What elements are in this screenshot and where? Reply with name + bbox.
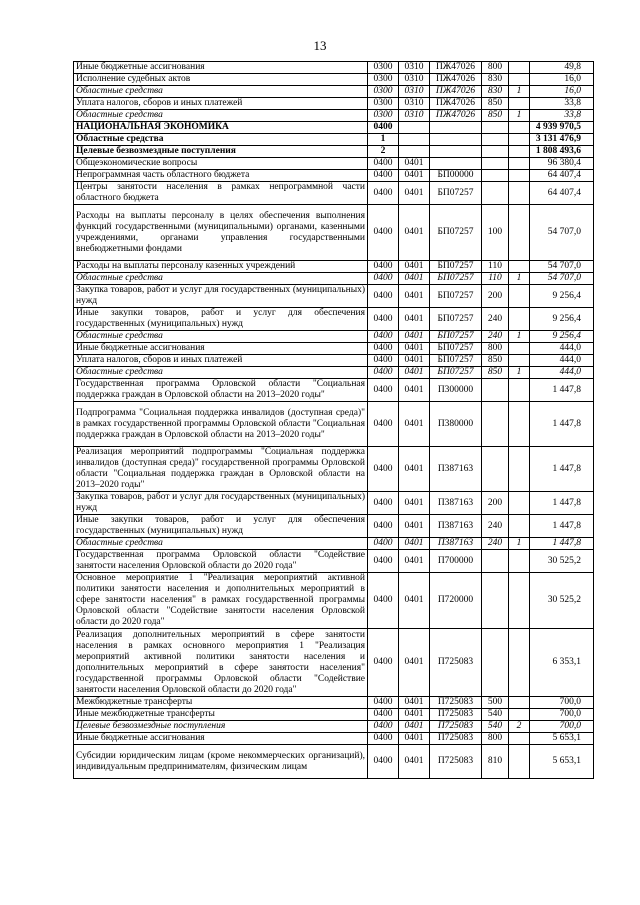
- section-code-cell: 0400: [368, 550, 399, 573]
- section-code-cell: 0400: [368, 538, 399, 550]
- row-name-cell: Иные бюджетные ассигнования: [74, 343, 368, 355]
- funding-source-cell: [509, 146, 530, 158]
- subsection-code-cell: 0401: [399, 379, 430, 402]
- table-row: [74, 146, 594, 158]
- section-code-cell: 0400: [368, 402, 399, 447]
- amount-cell: 5 653,1: [530, 733, 594, 745]
- row-name-cell: Исполнение судебных актов: [74, 74, 368, 86]
- amount-cell: 33,8: [530, 98, 594, 110]
- subsection-code-cell: 0401: [399, 285, 430, 308]
- subsection-code-cell: [399, 146, 430, 158]
- row-name-cell: Основное мероприятие 1 "Реализация мероприятий активной политики занятости населения и дополнительных мероприятий в сфере занятости населения" в рамках государственной программы Орловской области "Содействие занятости населения Орловской области до 2020 года": [74, 573, 368, 629]
- section-code-cell: 0400: [368, 573, 399, 629]
- table-row: [74, 205, 594, 261]
- target-article-cell: ПЖ47026: [430, 86, 482, 98]
- subsection-code-cell: 0401: [399, 308, 430, 331]
- subsection-code-cell: 0310: [399, 110, 430, 122]
- section-code-cell: 0400: [368, 355, 399, 367]
- funding-source-cell: [509, 74, 530, 86]
- funding-source-cell: [509, 515, 530, 538]
- funding-source-cell: [509, 573, 530, 629]
- section-code-cell: 0300: [368, 98, 399, 110]
- target-article-cell: П720000: [430, 573, 482, 629]
- target-article-cell: БП07257: [430, 205, 482, 261]
- table-row: [74, 110, 594, 122]
- expense-type-cell: [482, 402, 509, 447]
- subsection-code-cell: 0401: [399, 733, 430, 745]
- funding-source-cell: [509, 308, 530, 331]
- subsection-code-cell: 0401: [399, 550, 430, 573]
- table-row: [74, 62, 594, 74]
- row-name-cell: Уплата налогов, сборов и иных платежей: [74, 355, 368, 367]
- target-article-cell: БП07257: [430, 273, 482, 285]
- amount-cell: 444,0: [530, 343, 594, 355]
- target-article-cell: БП07257: [430, 285, 482, 308]
- amount-cell: 64 407,4: [530, 182, 594, 205]
- funding-source-cell: [509, 447, 530, 492]
- funding-source-cell: 1: [509, 538, 530, 550]
- expense-type-cell: 540: [482, 709, 509, 721]
- expense-type-cell: [482, 379, 509, 402]
- target-article-cell: П725083: [430, 629, 482, 697]
- subsection-code-cell: 0401: [399, 515, 430, 538]
- row-name-cell: Уплата налогов, сборов и иных платежей: [74, 98, 368, 110]
- row-name-cell: Целевые безвозмездные поступления: [74, 146, 368, 158]
- subsection-code-cell: 0401: [399, 709, 430, 721]
- table-row: [74, 158, 594, 170]
- target-article-cell: БП07257: [430, 367, 482, 379]
- subsection-code-cell: 0401: [399, 447, 430, 492]
- expense-type-cell: [482, 158, 509, 170]
- funding-source-cell: [509, 629, 530, 697]
- funding-source-cell: [509, 158, 530, 170]
- section-code-cell: 0400: [368, 261, 399, 273]
- table-row: [74, 86, 594, 98]
- table-row: [74, 629, 594, 697]
- target-article-cell: П725083: [430, 697, 482, 709]
- expense-type-cell: 850: [482, 110, 509, 122]
- row-name-cell: Областные средства: [74, 134, 368, 146]
- row-name-cell: Расходы на выплаты персоналу в целях обеспечения выполнения функций государственными (муниципальными) органами, казенными учреждениями, органами управления государственными внебюджетными фондами: [74, 205, 368, 261]
- table-row: [74, 733, 594, 745]
- funding-source-cell: [509, 134, 530, 146]
- row-name-cell: Закупка товаров, работ и услуг для государственных (муниципальных) нужд: [74, 285, 368, 308]
- section-code-cell: 0400: [368, 745, 399, 779]
- row-name-cell: Реализация дополнительных мероприятий в сфере занятости населения в рамках основного мероприятия 1 "Реализация мероприятий активной политики занятости населения и дополнительных мероприятий в сфере занятости населения" государственной программы Орловской области "Содействие занятости населения Орловской области до 2020 года": [74, 629, 368, 697]
- target-article-cell: П725083: [430, 733, 482, 745]
- section-code-cell: 0400: [368, 122, 399, 134]
- target-article-cell: П300000: [430, 379, 482, 402]
- expense-type-cell: 830: [482, 86, 509, 98]
- subsection-code-cell: 0401: [399, 629, 430, 697]
- section-code-cell: 0400: [368, 733, 399, 745]
- amount-cell: 9 256,4: [530, 331, 594, 343]
- subsection-code-cell: 0401: [399, 182, 430, 205]
- table-row: [74, 261, 594, 273]
- amount-cell: 9 256,4: [530, 285, 594, 308]
- section-code-cell: 0400: [368, 721, 399, 733]
- subsection-code-cell: 0310: [399, 74, 430, 86]
- amount-cell: 1 447,8: [530, 402, 594, 447]
- funding-source-cell: [509, 343, 530, 355]
- row-name-cell: Областные средства: [74, 331, 368, 343]
- amount-cell: 33,8: [530, 110, 594, 122]
- subsection-code-cell: 0310: [399, 62, 430, 74]
- funding-source-cell: [509, 285, 530, 308]
- expense-type-cell: 540: [482, 721, 509, 733]
- section-code-cell: 0400: [368, 447, 399, 492]
- table-row: [74, 709, 594, 721]
- subsection-code-cell: 0401: [399, 492, 430, 515]
- target-article-cell: П725083: [430, 745, 482, 779]
- target-article-cell: П387163: [430, 515, 482, 538]
- amount-cell: 49,8: [530, 62, 594, 74]
- row-name-cell: Подпрограмма "Социальная поддержка инвалидов (доступная среда)" в рамках государственной программы Орловской области "Социальная поддержка граждан в Орловской области на 2013–2020 годы": [74, 402, 368, 447]
- table-row: [74, 170, 594, 182]
- table-row: [74, 343, 594, 355]
- row-name-cell: Иные бюджетные ассигнования: [74, 733, 368, 745]
- target-article-cell: БП00000: [430, 170, 482, 182]
- expense-type-cell: [482, 182, 509, 205]
- expense-type-cell: 850: [482, 355, 509, 367]
- section-code-cell: 0400: [368, 367, 399, 379]
- funding-source-cell: 1: [509, 86, 530, 98]
- subsection-code-cell: 0401: [399, 697, 430, 709]
- target-article-cell: ПЖ47026: [430, 98, 482, 110]
- funding-source-cell: [509, 492, 530, 515]
- section-code-cell: 0400: [368, 343, 399, 355]
- expense-type-cell: 240: [482, 515, 509, 538]
- row-name-cell: Областные средства: [74, 110, 368, 122]
- funding-source-cell: [509, 182, 530, 205]
- table-row: [74, 515, 594, 538]
- expense-type-cell: 500: [482, 697, 509, 709]
- section-code-cell: 0300: [368, 110, 399, 122]
- section-code-cell: 0400: [368, 205, 399, 261]
- table-row: [74, 74, 594, 86]
- target-article-cell: П380000: [430, 402, 482, 447]
- expense-type-cell: 100: [482, 205, 509, 261]
- subsection-code-cell: 0401: [399, 158, 430, 170]
- row-name-cell: Реализация мероприятий подпрограммы "Социальная поддержка инвалидов (доступная среда)" государственной программы Орловской области "Социальная поддержка граждан в Орловской области на 2013–2020 годы": [74, 447, 368, 492]
- target-article-cell: П700000: [430, 550, 482, 573]
- funding-source-cell: 1: [509, 331, 530, 343]
- expense-type-cell: 800: [482, 733, 509, 745]
- subsection-code-cell: 0401: [399, 355, 430, 367]
- amount-cell: 64 407,4: [530, 170, 594, 182]
- target-article-cell: [430, 134, 482, 146]
- subsection-code-cell: 0401: [399, 745, 430, 779]
- table-row: [74, 98, 594, 110]
- amount-cell: 54 707,0: [530, 205, 594, 261]
- expense-type-cell: [482, 629, 509, 697]
- amount-cell: 3 131 476,9: [530, 134, 594, 146]
- row-name-cell: Областные средства: [74, 86, 368, 98]
- funding-source-cell: 2: [509, 721, 530, 733]
- amount-cell: 54 707,0: [530, 261, 594, 273]
- target-article-cell: ПЖ47026: [430, 110, 482, 122]
- target-article-cell: БП07257: [430, 308, 482, 331]
- row-name-cell: НАЦИОНАЛЬНАЯ ЭКОНОМИКА: [74, 122, 368, 134]
- row-name-cell: Областные средства: [74, 367, 368, 379]
- amount-cell: 6 353,1: [530, 629, 594, 697]
- expense-type-cell: 810: [482, 745, 509, 779]
- row-name-cell: Иные межбюджетные трансферты: [74, 709, 368, 721]
- section-code-cell: 0400: [368, 331, 399, 343]
- subsection-code-cell: 0401: [399, 402, 430, 447]
- expense-type-cell: [482, 550, 509, 573]
- row-name-cell: Государственная программа Орловской области "Социальная поддержка граждан в Орловской области на 2013–2020 годы": [74, 379, 368, 402]
- amount-cell: 1 447,8: [530, 538, 594, 550]
- section-code-cell: 0400: [368, 697, 399, 709]
- table-row: [74, 285, 594, 308]
- expense-type-cell: 800: [482, 62, 509, 74]
- section-code-cell: 0400: [368, 170, 399, 182]
- expense-type-cell: [482, 134, 509, 146]
- amount-cell: 30 525,2: [530, 573, 594, 629]
- table-row: [74, 182, 594, 205]
- table-row: [74, 273, 594, 285]
- amount-cell: 700,0: [530, 697, 594, 709]
- funding-source-cell: [509, 733, 530, 745]
- funding-source-cell: [509, 697, 530, 709]
- funding-source-cell: 1: [509, 367, 530, 379]
- section-code-cell: 0400: [368, 273, 399, 285]
- amount-cell: 5 653,1: [530, 745, 594, 779]
- funding-source-cell: 1: [509, 110, 530, 122]
- expense-type-cell: 200: [482, 492, 509, 515]
- table-row: [74, 367, 594, 379]
- target-article-cell: [430, 122, 482, 134]
- table-row: [74, 745, 594, 779]
- section-code-cell: 0400: [368, 379, 399, 402]
- amount-cell: 1 808 493,6: [530, 146, 594, 158]
- target-article-cell: БП07257: [430, 261, 482, 273]
- row-name-cell: Областные средства: [74, 273, 368, 285]
- expense-type-cell: 110: [482, 273, 509, 285]
- row-name-cell: Иные бюджетные ассигнования: [74, 62, 368, 74]
- expense-type-cell: 240: [482, 308, 509, 331]
- row-name-cell: Областные средства: [74, 538, 368, 550]
- expense-type-cell: [482, 447, 509, 492]
- page-number: 13: [313, 38, 327, 53]
- target-article-cell: П725083: [430, 721, 482, 733]
- target-article-cell: БП07257: [430, 355, 482, 367]
- expense-type-cell: [482, 573, 509, 629]
- subsection-code-cell: 0310: [399, 98, 430, 110]
- table-row: [74, 331, 594, 343]
- amount-cell: 1 447,8: [530, 379, 594, 402]
- row-name-cell: Государственная программа Орловской области "Содействие занятости населения Орловской области до 2020 года": [74, 550, 368, 573]
- target-article-cell: П725083: [430, 709, 482, 721]
- amount-cell: 1 447,8: [530, 447, 594, 492]
- funding-source-cell: [509, 709, 530, 721]
- row-name-cell: Межбюджетные трансферты: [74, 697, 368, 709]
- table-row: [74, 550, 594, 573]
- target-article-cell: ПЖ47026: [430, 74, 482, 86]
- target-article-cell: П387163: [430, 492, 482, 515]
- subsection-code-cell: 0401: [399, 205, 430, 261]
- subsection-code-cell: 0310: [399, 86, 430, 98]
- target-article-cell: БП07257: [430, 343, 482, 355]
- table-row: [74, 573, 594, 629]
- table-row: [74, 134, 594, 146]
- funding-source-cell: [509, 122, 530, 134]
- amount-cell: 96 380,4: [530, 158, 594, 170]
- section-code-cell: 0400: [368, 709, 399, 721]
- amount-cell: 54 707,0: [530, 273, 594, 285]
- amount-cell: 1 447,8: [530, 492, 594, 515]
- section-code-cell: 0400: [368, 629, 399, 697]
- subsection-code-cell: 0401: [399, 538, 430, 550]
- funding-source-cell: [509, 550, 530, 573]
- row-name-cell: Иные закупки товаров, работ и услуг для обеспечения государственных (муниципальных) нужд: [74, 515, 368, 538]
- table-row: [74, 538, 594, 550]
- table-row: [74, 697, 594, 709]
- section-code-cell: 0400: [368, 308, 399, 331]
- funding-source-cell: [509, 261, 530, 273]
- row-name-cell: Иные закупки товаров, работ и услуг для обеспечения государственных (муниципальных) нужд: [74, 308, 368, 331]
- expense-type-cell: [482, 170, 509, 182]
- expense-type-cell: 830: [482, 74, 509, 86]
- expense-type-cell: [482, 146, 509, 158]
- row-name-cell: Субсидии юридическим лицам (кроме некоммерческих организаций), индивидуальным предпринимателям, физическим лицам: [74, 745, 368, 779]
- budget-table: [73, 61, 594, 779]
- target-article-cell: БП07257: [430, 182, 482, 205]
- expense-type-cell: 110: [482, 261, 509, 273]
- amount-cell: 16,0: [530, 86, 594, 98]
- amount-cell: 30 525,2: [530, 550, 594, 573]
- amount-cell: 444,0: [530, 367, 594, 379]
- section-code-cell: 1: [368, 134, 399, 146]
- section-code-cell: 0400: [368, 158, 399, 170]
- row-name-cell: Центры занятости населения в рамках непрограммной части областного бюджета: [74, 182, 368, 205]
- table-row: [74, 447, 594, 492]
- row-name-cell: Общеэкономические вопросы: [74, 158, 368, 170]
- target-article-cell: ПЖ47026: [430, 62, 482, 74]
- target-article-cell: [430, 146, 482, 158]
- expense-type-cell: 800: [482, 343, 509, 355]
- amount-cell: 444,0: [530, 355, 594, 367]
- section-code-cell: 0400: [368, 182, 399, 205]
- funding-source-cell: [509, 745, 530, 779]
- table-row: [74, 402, 594, 447]
- expense-type-cell: 240: [482, 331, 509, 343]
- subsection-code-cell: 0401: [399, 573, 430, 629]
- section-code-cell: 0400: [368, 515, 399, 538]
- row-name-cell: Непрограммная часть областного бюджета: [74, 170, 368, 182]
- subsection-code-cell: 0401: [399, 343, 430, 355]
- target-article-cell: П387163: [430, 538, 482, 550]
- funding-source-cell: [509, 62, 530, 74]
- subsection-code-cell: [399, 134, 430, 146]
- table-row: [74, 355, 594, 367]
- expense-type-cell: [482, 122, 509, 134]
- funding-source-cell: [509, 355, 530, 367]
- subsection-code-cell: 0401: [399, 273, 430, 285]
- budget-table-body: [74, 62, 594, 779]
- row-name-cell: Целевые безвозмездные поступления: [74, 721, 368, 733]
- section-code-cell: 0300: [368, 62, 399, 74]
- funding-source-cell: [509, 402, 530, 447]
- expense-type-cell: 240: [482, 538, 509, 550]
- subsection-code-cell: 0401: [399, 261, 430, 273]
- amount-cell: 1 447,8: [530, 515, 594, 538]
- table-row: [74, 721, 594, 733]
- subsection-code-cell: 0401: [399, 331, 430, 343]
- table-row: [74, 379, 594, 402]
- section-code-cell: 0300: [368, 74, 399, 86]
- funding-source-cell: [509, 170, 530, 182]
- funding-source-cell: [509, 379, 530, 402]
- amount-cell: 700,0: [530, 721, 594, 733]
- amount-cell: 16,0: [530, 74, 594, 86]
- amount-cell: 700,0: [530, 709, 594, 721]
- expense-type-cell: 850: [482, 367, 509, 379]
- amount-cell: 9 256,4: [530, 308, 594, 331]
- target-article-cell: [430, 158, 482, 170]
- target-article-cell: БП07257: [430, 331, 482, 343]
- subsection-code-cell: [399, 122, 430, 134]
- table-row: [74, 492, 594, 515]
- section-code-cell: 2: [368, 146, 399, 158]
- expense-type-cell: 850: [482, 98, 509, 110]
- section-code-cell: 0400: [368, 285, 399, 308]
- subsection-code-cell: 0401: [399, 170, 430, 182]
- funding-source-cell: [509, 98, 530, 110]
- table-row: [74, 308, 594, 331]
- amount-cell: 4 939 970,5: [530, 122, 594, 134]
- expense-type-cell: 200: [482, 285, 509, 308]
- section-code-cell: 0400: [368, 492, 399, 515]
- table-row: [74, 122, 594, 134]
- funding-source-cell: [509, 205, 530, 261]
- funding-source-cell: 1: [509, 273, 530, 285]
- target-article-cell: П387163: [430, 447, 482, 492]
- section-code-cell: 0300: [368, 86, 399, 98]
- subsection-code-cell: 0401: [399, 367, 430, 379]
- row-name-cell: Закупка товаров, работ и услуг для государственных (муниципальных) нужд: [74, 492, 368, 515]
- row-name-cell: Расходы на выплаты персоналу казенных учреждений: [74, 261, 368, 273]
- subsection-code-cell: 0401: [399, 721, 430, 733]
